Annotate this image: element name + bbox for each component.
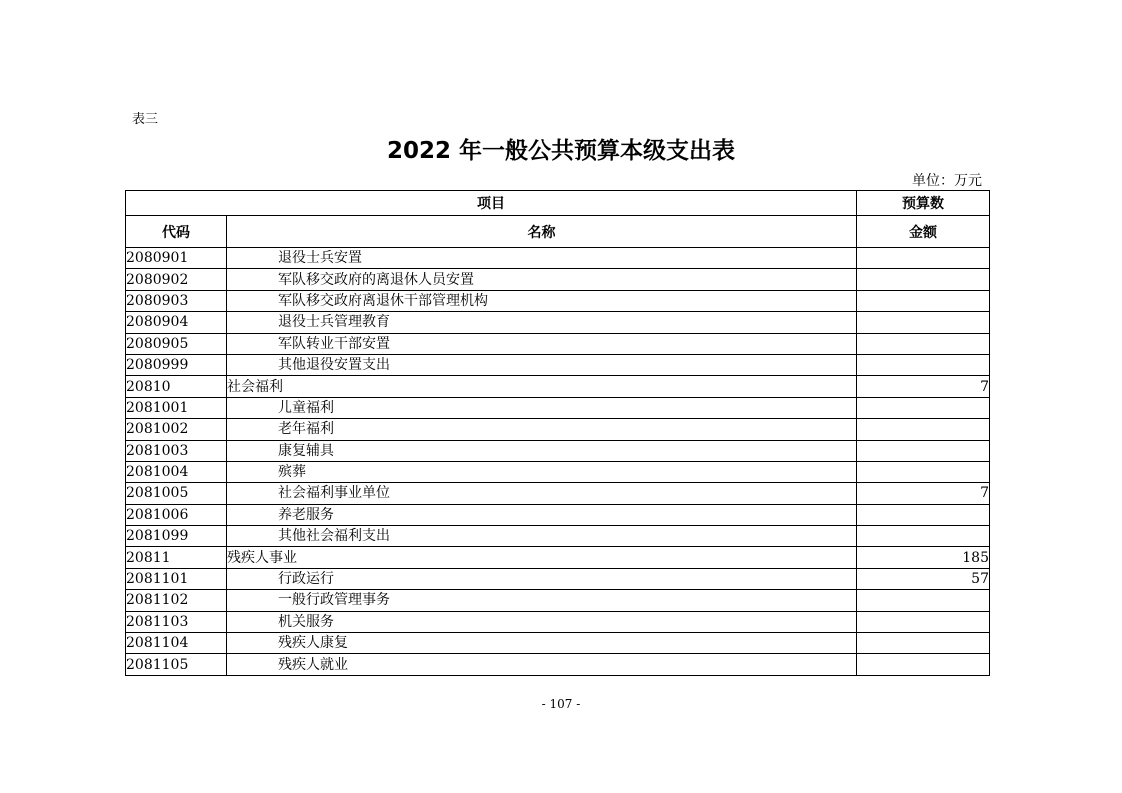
row-amount [857,312,990,333]
row-name: 养老服务 [227,504,857,525]
row-code: 2080903 [126,290,227,311]
table-row [126,376,990,397]
table-row [126,461,990,482]
table-row [126,483,990,504]
unit-label: 单位：万元 [912,173,982,189]
row-amount [857,590,990,611]
row-amount [857,611,990,632]
row-code: 2080904 [126,312,227,333]
row-code: 2081006 [126,504,227,525]
table-row [126,440,990,461]
row-code: 2081105 [126,654,227,675]
row-code: 20810 [126,376,227,397]
page-title: 2022 年一般公共预算本级支出表 [386,138,736,164]
budget-table [125,190,990,676]
table-row [126,654,990,675]
table-row [126,290,990,311]
row-amount [857,397,990,418]
header-budget: 预算数 [857,191,990,216]
row-amount [857,419,990,440]
row-name: 社会福利 [227,376,857,397]
row-name: 退役士兵管理教育 [227,312,857,333]
table-row [126,269,990,290]
row-amount [857,290,990,311]
row-name: 军队转业干部安置 [227,333,857,354]
table-row [126,504,990,525]
row-code: 2080901 [126,248,227,269]
row-code: 2081005 [126,483,227,504]
row-code: 20811 [126,547,227,568]
table-row [126,526,990,547]
row-code: 2080902 [126,269,227,290]
table-row [126,397,990,418]
header-name: 名称 [227,216,857,248]
row-name: 残疾人就业 [227,654,857,675]
row-code: 2081004 [126,461,227,482]
table-row [126,633,990,654]
row-name: 社会福利事业单位 [227,483,857,504]
row-name: 军队移交政府离退休干部管理机构 [227,290,857,311]
row-name: 其他社会福利支出 [227,526,857,547]
row-amount [857,633,990,654]
row-amount [857,333,990,354]
row-amount [857,461,990,482]
header-code: 代码 [126,216,227,248]
row-name: 康复辅具 [227,440,857,461]
row-name: 其他退役安置支出 [227,354,857,375]
table-body [126,248,990,676]
row-code: 2081104 [126,633,227,654]
row-code: 2081002 [126,419,227,440]
table-row [126,568,990,589]
row-amount [857,504,990,525]
row-code: 2080999 [126,354,227,375]
table-row [126,590,990,611]
table-row [126,248,990,269]
row-amount: 57 [857,568,990,589]
row-amount: 7 [857,376,990,397]
row-code: 2081001 [126,397,227,418]
table-row [126,547,990,568]
table-row [126,333,990,354]
row-amount [857,440,990,461]
row-name: 退役士兵安置 [227,248,857,269]
row-name: 机关服务 [227,611,857,632]
row-amount: 185 [857,547,990,568]
table-label: 表三 [132,112,159,127]
row-code: 2081103 [126,611,227,632]
row-amount: 7 [857,483,990,504]
row-amount [857,248,990,269]
row-code: 2081099 [126,526,227,547]
row-code: 2081101 [126,568,227,589]
row-name: 行政运行 [227,568,857,589]
table-row [126,312,990,333]
row-name: 儿童福利 [227,397,857,418]
row-name: 殡葬 [227,461,857,482]
table-row [126,611,990,632]
row-name: 残疾人康复 [227,633,857,654]
row-name: 一般行政管理事务 [227,590,857,611]
table-row [126,354,990,375]
header-amount: 金额 [857,216,990,248]
row-amount [857,654,990,675]
row-amount [857,269,990,290]
row-name: 老年福利 [227,419,857,440]
row-amount [857,354,990,375]
page-number: - 107 - [541,697,581,711]
row-code: 2081003 [126,440,227,461]
table-row [126,419,990,440]
row-name: 残疾人事业 [227,547,857,568]
row-name: 军队移交政府的离退休人员安置 [227,269,857,290]
row-code: 2081102 [126,590,227,611]
row-code: 2080905 [126,333,227,354]
header-item: 项目 [126,191,857,216]
row-amount [857,526,990,547]
